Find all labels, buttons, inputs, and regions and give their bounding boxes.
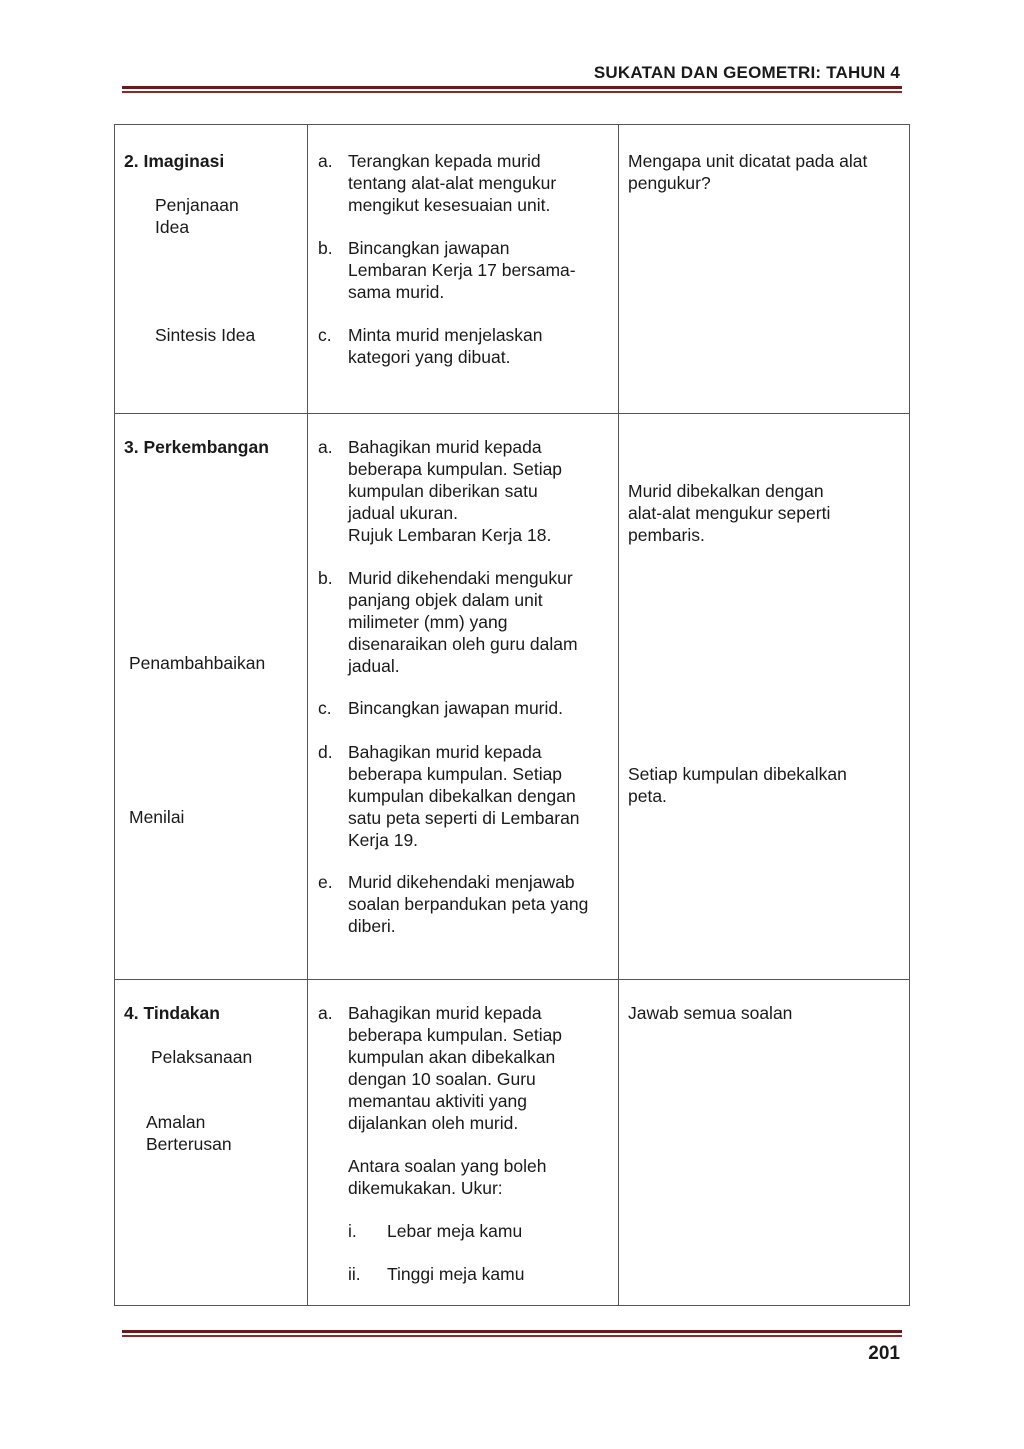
sub-stage-label: Penambahbaikan <box>129 653 266 673</box>
row-divider <box>115 413 909 414</box>
note-text: Murid dibekalkan dengan <box>628 481 824 501</box>
activity-text: kumpulan diberikan satu <box>348 481 538 501</box>
activity-text: Lembaran Kerja 17 bersama- <box>348 260 576 280</box>
activity-text: tentang alat-alat mengukur <box>348 173 557 193</box>
sub-stage-label: Sintesis Idea <box>155 325 256 345</box>
activity-text: kumpulan dibekalkan dengan <box>348 786 576 806</box>
activity-text: mengikut kesesuaian unit. <box>348 195 551 215</box>
row-divider <box>115 979 909 980</box>
activity-text: kumpulan akan dibekalkan <box>348 1047 556 1067</box>
activity-text: Bincangkan jawapan murid. <box>348 698 563 718</box>
lesson-table <box>114 124 910 1306</box>
activity-label: ii. <box>348 1264 361 1284</box>
note-text: Mengapa unit dicatat pada alat <box>628 151 868 171</box>
activity-label: b. <box>318 568 333 588</box>
sub-stage-label: Pelaksanaan <box>151 1047 253 1067</box>
activity-text: dijalankan oleh murid. <box>348 1113 519 1133</box>
column-divider <box>618 125 619 1305</box>
page-number: 201 <box>868 1343 900 1364</box>
note-text: Jawab semua soalan <box>628 1003 793 1023</box>
activity-text: panjang objek dalam unit <box>348 590 543 610</box>
activity-text: milimeter (mm) yang <box>348 612 508 632</box>
activity-label: c. <box>318 698 332 718</box>
header-rule <box>122 86 902 89</box>
sub-stage-label: Amalan <box>146 1112 206 1132</box>
note-text: peta. <box>628 786 667 806</box>
activity-text: Murid dikehendaki mengukur <box>348 568 573 588</box>
activity-text: dengan 10 soalan. Guru <box>348 1069 536 1089</box>
activity-label: e. <box>318 872 333 892</box>
column-divider <box>307 125 308 1305</box>
activity-text: Bahagikan murid kepada <box>348 1003 542 1023</box>
activity-text: Rujuk Lembaran Kerja 18. <box>348 525 552 545</box>
activity-text: sama murid. <box>348 282 445 302</box>
sub-stage-label: Menilai <box>129 807 185 827</box>
activity-text: Minta murid menjelaskan <box>348 325 543 345</box>
activity-label: c. <box>318 325 332 345</box>
activity-text: soalan berpandukan peta yang <box>348 894 589 914</box>
activity-text: beberapa kumpulan. Setiap <box>348 459 563 479</box>
activity-label: a. <box>318 437 333 457</box>
activity-text: disenaraikan oleh guru dalam <box>348 634 578 654</box>
activity-label: b. <box>318 238 333 258</box>
activity-label: a. <box>318 1003 333 1023</box>
header-rule-secondary <box>122 91 902 93</box>
activity-text: dikemukakan. Ukur: <box>348 1178 503 1198</box>
sub-stage-label: Berterusan <box>146 1134 232 1154</box>
footer-rule-secondary <box>122 1335 902 1337</box>
activity-text: beberapa kumpulan. Setiap <box>348 1025 563 1045</box>
activity-text: Antara soalan yang boleh <box>348 1156 547 1176</box>
stage-title: 2. Imaginasi <box>124 151 225 171</box>
activity-text: Terangkan kepada murid <box>348 151 541 171</box>
activity-text: Lebar meja kamu <box>387 1221 523 1241</box>
activity-label: i. <box>348 1221 357 1241</box>
activity-text: memantau aktiviti yang <box>348 1091 527 1111</box>
activity-text: jadual ukuran. <box>348 503 458 523</box>
activity-text: Murid dikehendaki menjawab <box>348 872 575 892</box>
activity-text: Kerja 19. <box>348 830 419 850</box>
activity-text: kategori yang dibuat. <box>348 347 511 367</box>
stage-title: 4. Tindakan <box>124 1003 220 1023</box>
activity-text: beberapa kumpulan. Setiap <box>348 764 563 784</box>
activity-text: Tinggi meja kamu <box>387 1264 525 1284</box>
activity-text: Bincangkan jawapan <box>348 238 510 258</box>
activity-text: jadual. <box>348 656 400 676</box>
activity-text: diberi. <box>348 916 396 936</box>
activity-text: satu peta seperti di Lembaran <box>348 808 580 828</box>
note-text: Setiap kumpulan dibekalkan <box>628 764 847 784</box>
footer-rule <box>122 1330 902 1333</box>
stage-title: 3. Perkembangan <box>124 437 269 457</box>
sub-stage-label: Idea <box>155 217 190 237</box>
activity-label: a. <box>318 151 333 171</box>
page-header-title: SUKATAN DAN GEOMETRI: TAHUN 4 <box>593 63 900 82</box>
activity-text: Bahagikan murid kepada <box>348 437 542 457</box>
sub-stage-label: Penjanaan <box>155 195 239 215</box>
note-text: pembaris. <box>628 525 705 545</box>
note-text: alat-alat mengukur seperti <box>628 503 831 523</box>
note-text: pengukur? <box>628 173 711 193</box>
activity-text: Bahagikan murid kepada <box>348 742 542 762</box>
activity-label: d. <box>318 742 333 762</box>
